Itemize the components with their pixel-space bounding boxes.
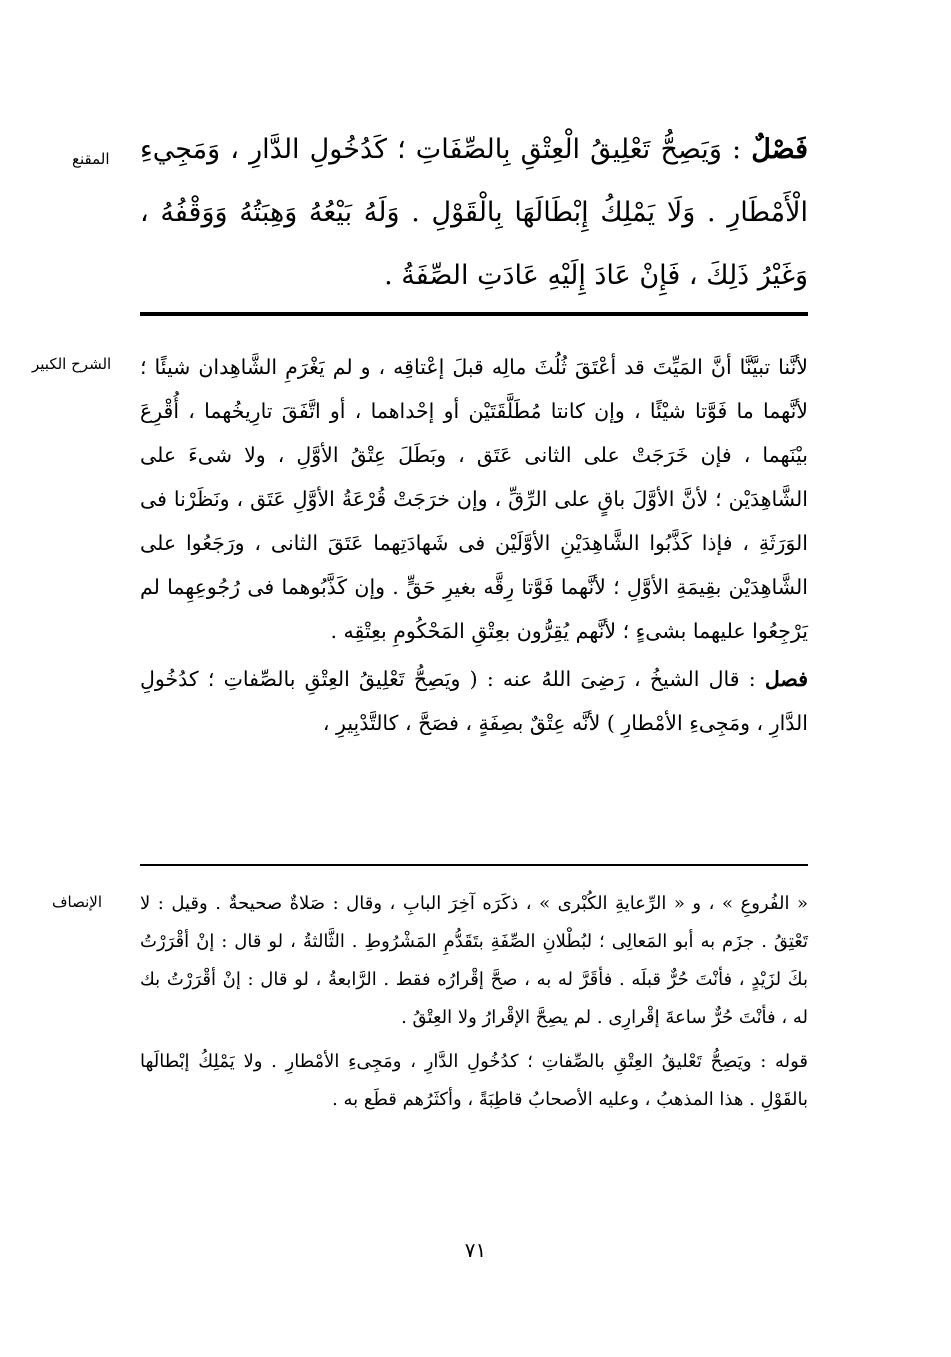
insaf-paragraph-1: « الفُروعِ » ، و « الرِّعايةِ الكُبْرى » ، ذكَرَه آخِرَ البابِ ، وقال : صَلاةٌ صحيحةٌ . وقيل : لا تَعْتِقُ . جزَم به أبو المَعالِى ؛ لبُطْلانِ الصِّفَةِ بتَقَدُّمِ المَشْرُوطِ . الثَّالثةُ ، لو قال : إنْ أقْرَرْتُ بكَ لزَيْدٍ ، فأنْتَ حُرٌّ قبلَه . فأقَرَّ له به ، صحَّ إقْرارُه فقط . الرَّابعةُ ، لو قال : إنْ أقْرَرْتُ بك له ، فأنْتَ حُرٌّ ساعةَ إقْرارِى . لم يصِحَّ الإقْرارُ ولا العِتْقُ . <box>140 893 808 1028</box>
section-label-sharh: الشرح الكبير <box>32 355 112 373</box>
section-divider-thick <box>140 312 808 316</box>
section-label-muqni: المقنع <box>72 150 110 168</box>
sharh-fasl-heading: فصل <box>764 667 808 691</box>
muqni-heading: فَصْلٌ <box>751 134 808 165</box>
page-number: ٧١ <box>464 1238 487 1262</box>
sharh-paragraph-2 <box>140 657 808 745</box>
section-divider-thin <box>140 864 808 866</box>
sharh-paragraph-2-text: : قال الشيخُ ، رَضِىَ اللهُ عنه : ( ويَصِحُّ تَعْلِيقُ العِتْقِ بالصِّفاتِ ؛ كدُخُولِ الدَّارِ ، ومَجِىءِ الأمْطارِ ) لأنَّه عِتْقٌ بصِفَةٍ ، فصَحَّ ، كالتَّدْبِيرِ ، <box>140 667 808 735</box>
muqni-text-block <box>140 118 808 307</box>
muqni-text: : وَيَصِحُّ تَعْلِيقُ الْعِتْقِ بِالصِّفَاتِ ؛ كَدُخُولِ الدَّارِ ، وَمَجِيءِ الْأَمْطَارِ . وَلَا يَمْلِكُ إِبْطَالَهَا بِالْقَوْلِ . وَلَهُ بَيْعُهُ وَهِبَتُهُ وَوَقْفُهُ ، وَغَيْرُ ذَلِكَ ، فَإِنْ عَادَ إِلَيْهِ عَادَتِ الصِّفَةُ . <box>140 134 808 291</box>
insaf-text-block <box>140 885 808 1119</box>
muqni-paragraph <box>140 118 808 307</box>
insaf-paragraph-2: قوله : ويَصِحُّ تَعْليقُ العِتْقِ بالصِّفاتِ ؛ كدُخُولِ الدَّارِ ، ومَجِىءِ الأمْطارِ . ولا يَمْلِكُ إبْطالَها بالقَوْلِ . هذا المذهبُ ، وعليه الأصحابُ قاطِبَةً ، وأكثَرُهم قطَع به . <box>140 1051 808 1110</box>
section-label-insaf: الإنصاف <box>52 893 103 911</box>
sharh-paragraph-1: لأنَّنا تبيَّنَّا أنَّ المَيِّتَ قد أعْتَقَ ثُلُثَ مالِه قبلَ إعْتاقِه ، و لم يَغْرَمِ الشَّاهِدان شيئًا ؛ لأنَّهما ما فَوَّتا شيْئًا ، وإن كانتا مُطَلَّقَتَيْن أو إحْداهما ، أو اتَّفَقَ تارِيخُهما ، أُقْرِعَ بيْنَهما ، فإن خَرَجَتْ على الثانى عَتَق ، وبَطَلَ عِتْقُ الأوَّلِ ، ولا شىءَ على الشَّاهِدَيْن ؛ لأنَّ الأوَّلَ باقٍ على الرِّقِّ ، وإن خرَجَتْ قُرْعَةُ الأوَّلِ عَتَق ، ونَظَرْنا فى الوَرَثَةِ ، فإذا كَذَّبُوا الشَّاهِدَيْنِ الأوَّلَيْن فى شَهادَتِهما عَتَقَ الثانى ، ورَجَعُوا على الشَّاهِدَيْن بقِيمَةِ الأوَّلِ ؛ لأنَّهما فَوَّتا رِقَّه بغيرِ حَقٍّ . وإن كَذَّبُوهما فى رُجُوعِهِما لم يَرْجِعُوا عليهما بشىءٍ ؛ لأنَّهم يُقِرُّون بعِتْقِ المَحْكُومِ بعِتْقِه . <box>140 355 808 643</box>
sharh-text-block <box>140 345 808 745</box>
